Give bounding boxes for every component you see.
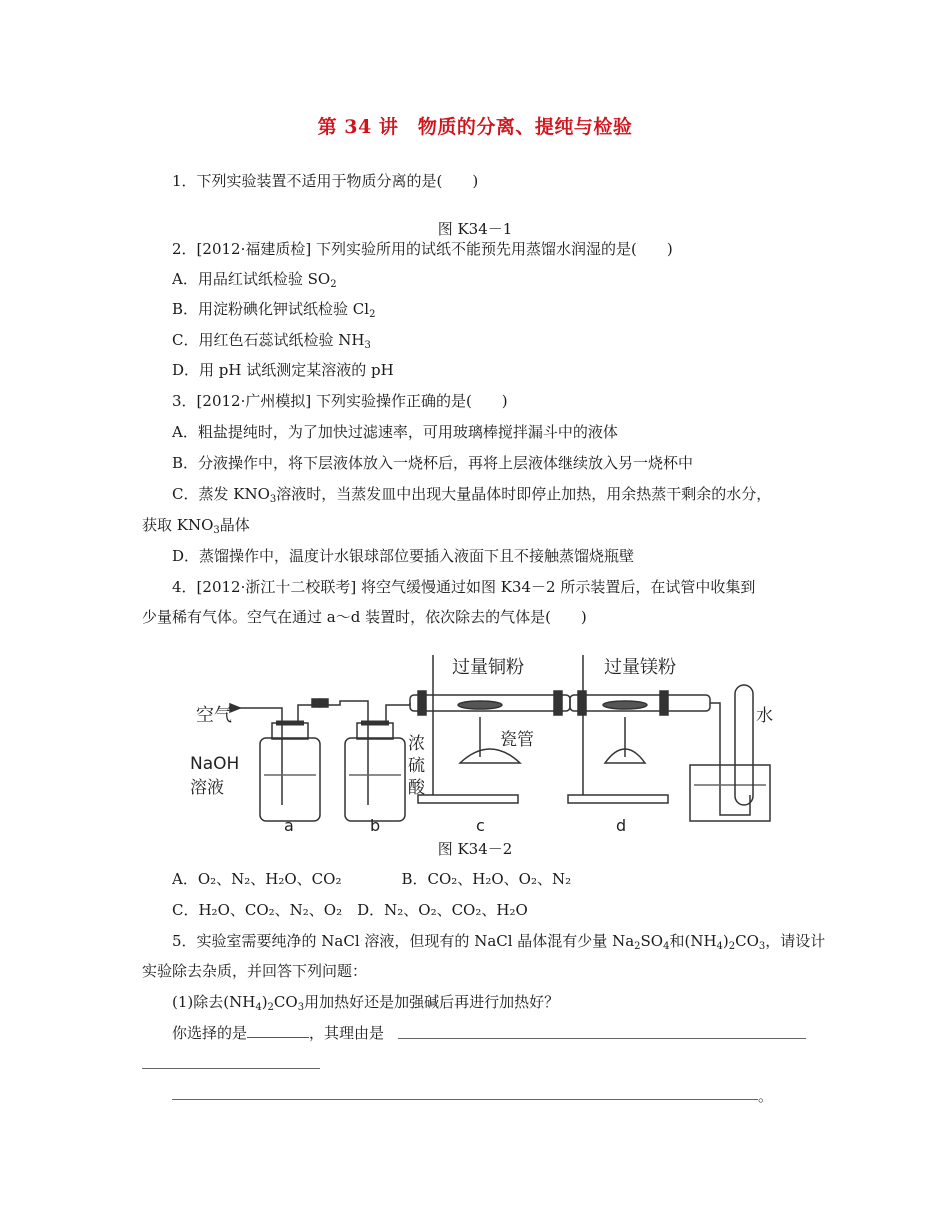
- question-1: 1．下列实验装置不适用于物质分离的是( ): [172, 172, 479, 190]
- question-5-line-1: 5．实验室需要纯净的 NaCl 溶液，但现有的 NaCl 晶体混有少量 $Na_2SO_4$和$(NH_4)_2CO_3$，请设计: [172, 932, 826, 952]
- question-5-sub-1: (1)除去$(NH_4)_2CO_3$用加热好还是加强碱后再进行加热好？: [172, 993, 560, 1013]
- sentence-end: 。: [758, 1087, 774, 1105]
- label-copper: 过量铜粉: [452, 657, 524, 678]
- label-a: a: [284, 816, 294, 835]
- question-2-option-d: D．用 pH 试纸测定某溶液的 pH: [172, 361, 394, 379]
- apparatus-figure: [190, 645, 790, 837]
- label-naoh-1: NaOH: [190, 754, 240, 774]
- question-5-line-2: 实验除去杂质，并回答下列问题：: [142, 962, 368, 980]
- label-b: b: [370, 816, 381, 835]
- question-3-option-d: D．蒸馏操作中，温度计水银球部位要插入液面下且不接触蒸馏烧瓶壁: [172, 547, 635, 565]
- answer-blank-reason[interactable]: [398, 1038, 806, 1039]
- question-4-line-2: 少量稀有气体。空气在通过 a～d 装置时，依次除去的气体是( ): [142, 608, 587, 626]
- question-3: 3．[2012·广州模拟] 下列实验操作正确的是( ): [172, 392, 508, 410]
- label-porcelain: 瓷管: [500, 730, 534, 750]
- question-2-option-a: A．用品红试纸检验 $SO_2$: [172, 270, 337, 290]
- label-acid-3: 酸: [408, 778, 425, 798]
- answer-blank-reason-end[interactable]: [172, 1099, 758, 1100]
- question-5-answer-line: 你选择的是 ，其理由是: [172, 1024, 385, 1042]
- label-acid-1: 浓: [408, 734, 425, 754]
- answer-blank-choice[interactable]: [247, 1023, 309, 1038]
- question-4-line-1: 4．[2012·浙江十二校联考] 将空气缓慢通过如图 K34－2 所示装置后，在试管中收集到: [172, 578, 756, 596]
- answer-blank-reason-cont[interactable]: [142, 1068, 320, 1069]
- question-4-options-cd: C．H₂O、CO₂、N₂、O₂ D．N₂、O₂、CO₂、H₂O: [172, 901, 528, 919]
- label-d: d: [616, 816, 627, 835]
- question-3-option-c: C．蒸发 $KNO_3$溶液时，当蒸发皿中出现大量晶体时即停止加热，用余热蒸干剩余的水分，: [172, 485, 772, 505]
- question-3-option-c-cont: 获取 $KNO_3$晶体: [142, 516, 250, 536]
- page-title: 第 34 讲 物质的分离、提纯与检验: [317, 116, 633, 138]
- label-acid-2: 硫: [408, 756, 425, 776]
- question-3-option-b: B．分液操作中，将下层液体放入一烧杯后，再将上层液体继续放入另一烧杯中: [172, 454, 694, 472]
- question-4-options-ab: A．O₂、N₂、H₂O、CO₂ B．CO₂、H₂O、O₂、N₂: [172, 870, 572, 888]
- figure-1-caption: 图 K34－1: [437, 220, 513, 238]
- question-2: 2．[2012·福建质检] 下列实验所用的试纸不能预先用蒸馏水润湿的是( ): [172, 240, 673, 258]
- question-2-option-b: B．用淀粉碘化钾试纸检验 $Cl_2$: [172, 300, 376, 320]
- question-3-option-a: A．粗盐提纯时，为了加快过滤速率，可用玻璃棒搅拌漏斗中的液体: [172, 423, 618, 441]
- figure-2-caption: 图 K34－2: [437, 840, 513, 858]
- question-2-option-c: C．用红色石蕊试纸检验 $NH_3$: [172, 331, 371, 351]
- label-magnesium: 过量镁粉: [604, 657, 676, 678]
- label-naoh-2: 溶液: [190, 778, 224, 798]
- label-water: 水: [756, 706, 773, 726]
- label-air: 空气: [196, 705, 232, 726]
- label-c: c: [476, 816, 485, 835]
